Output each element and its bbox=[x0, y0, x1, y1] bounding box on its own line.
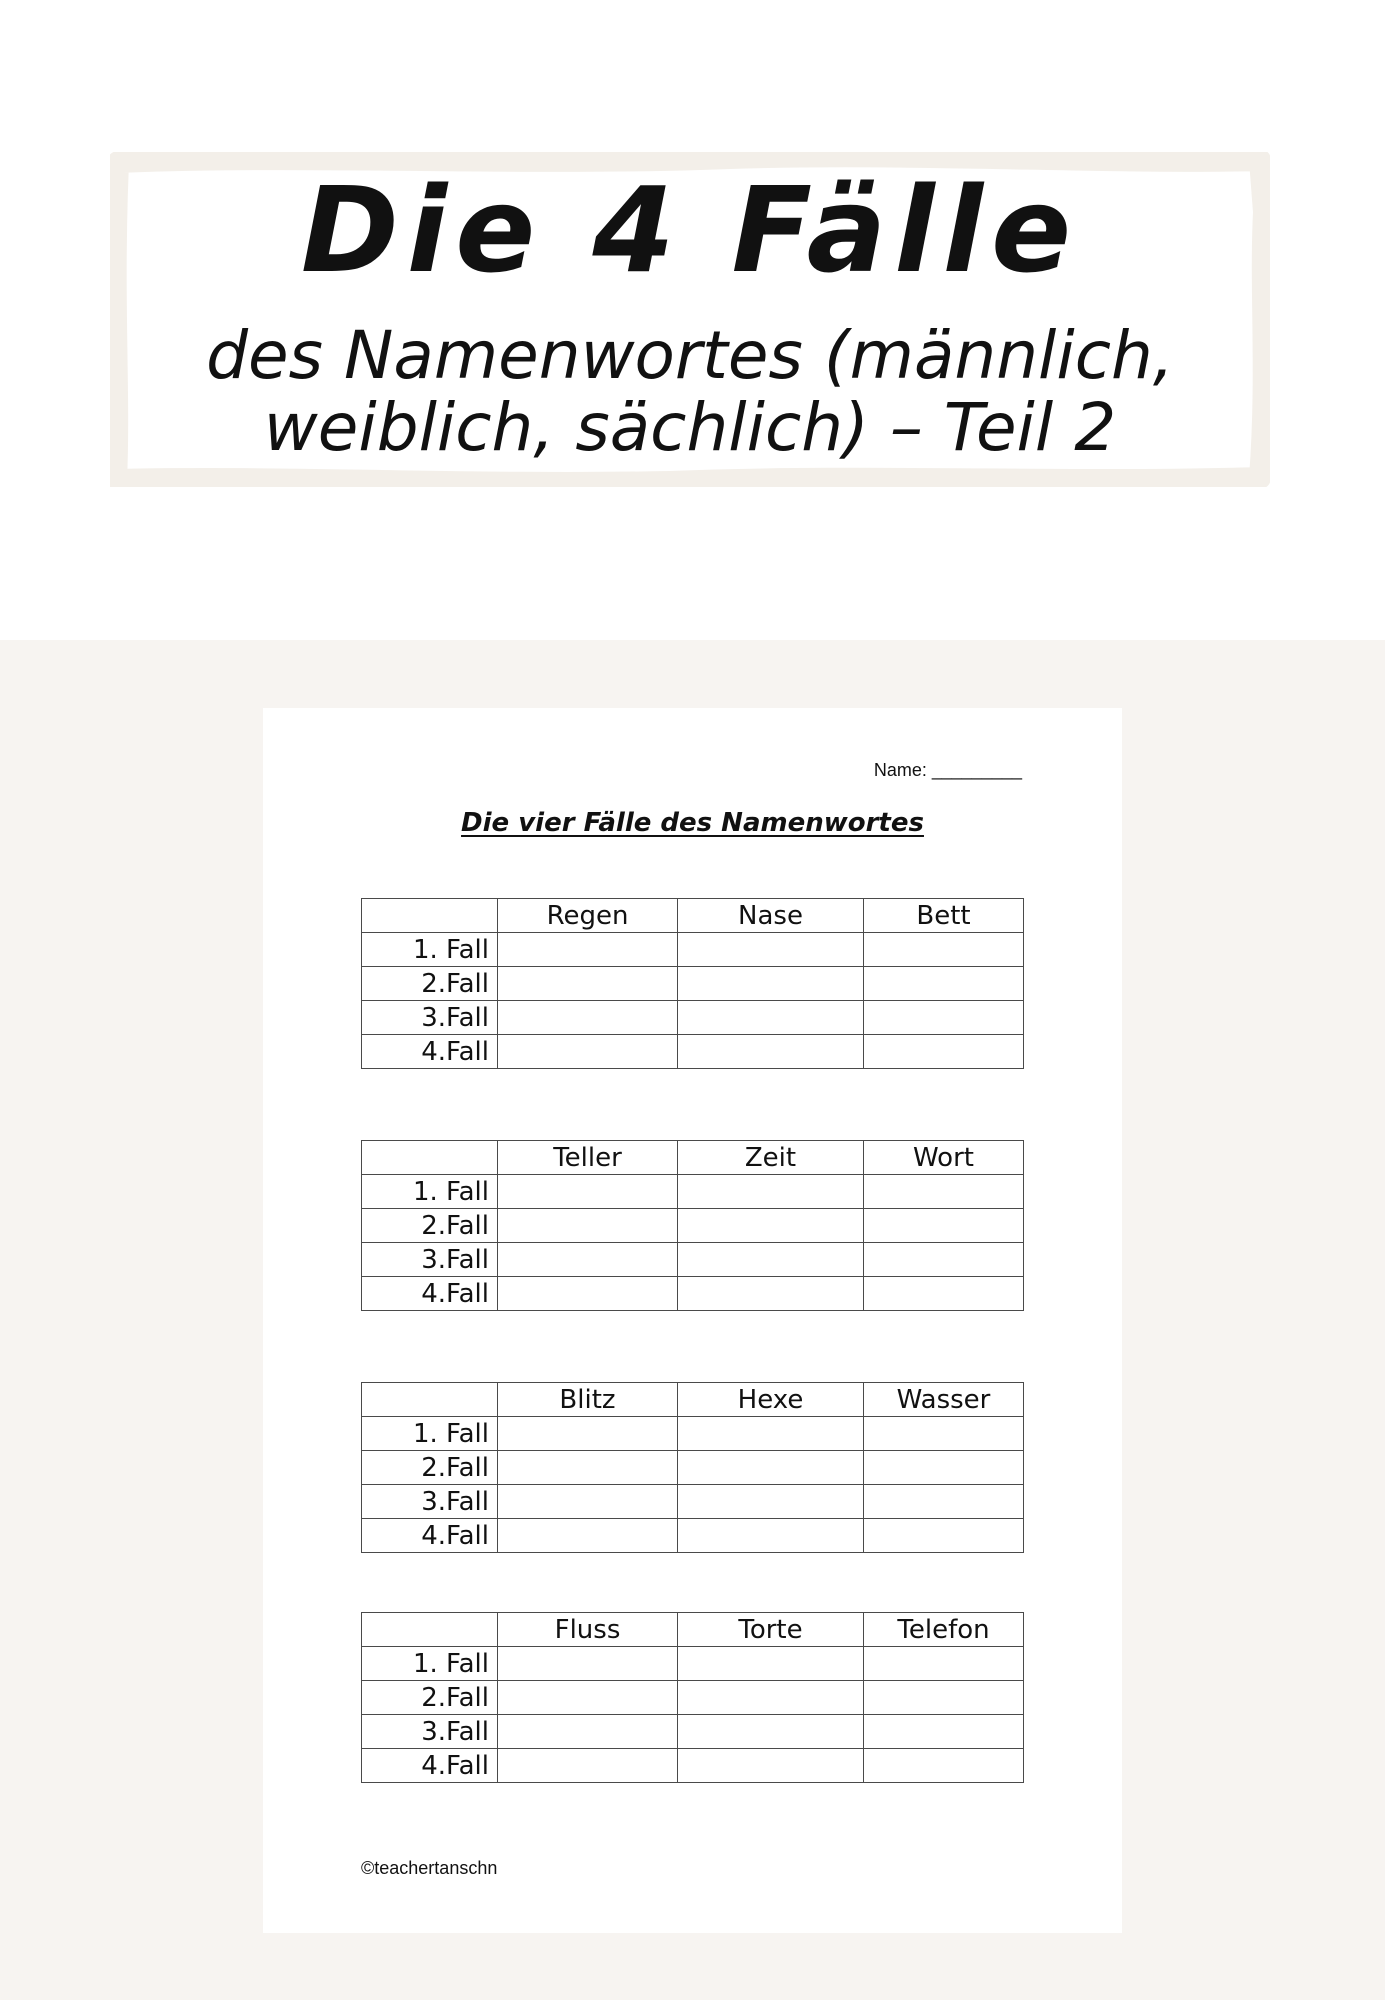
case-label: 3.Fall bbox=[362, 1485, 498, 1519]
case-label: 1. Fall bbox=[362, 1175, 498, 1209]
answer-cell[interactable] bbox=[678, 933, 864, 967]
answer-cell[interactable] bbox=[864, 1485, 1024, 1519]
table-row bbox=[362, 1001, 1024, 1035]
table-row bbox=[362, 967, 1024, 1001]
answer-cell[interactable] bbox=[864, 1715, 1024, 1749]
answer-cell[interactable] bbox=[678, 1035, 864, 1069]
answer-cell[interactable] bbox=[864, 1277, 1024, 1311]
table-row bbox=[362, 1485, 1024, 1519]
answer-cell[interactable] bbox=[678, 1485, 864, 1519]
corner-cell bbox=[362, 1383, 498, 1417]
answer-cell[interactable] bbox=[498, 1451, 678, 1485]
copyright-notice: ©teachertanschn bbox=[361, 1858, 498, 1878]
answer-cell[interactable] bbox=[498, 1277, 678, 1311]
table-header-row bbox=[362, 1613, 1024, 1647]
worksheet bbox=[263, 708, 1122, 1933]
answer-cell[interactable] bbox=[864, 1001, 1024, 1035]
answer-cell[interactable] bbox=[678, 1519, 864, 1553]
answer-cell[interactable] bbox=[864, 1451, 1024, 1485]
corner-cell bbox=[362, 899, 498, 933]
noun-header: Nase bbox=[678, 899, 864, 933]
answer-cell[interactable] bbox=[498, 1001, 678, 1035]
table-header-row bbox=[362, 899, 1024, 933]
corner-cell bbox=[362, 1613, 498, 1647]
case-label: 4.Fall bbox=[362, 1749, 498, 1783]
case-label: 1. Fall bbox=[362, 933, 498, 967]
case-table-3 bbox=[361, 1382, 1024, 1553]
answer-cell[interactable] bbox=[498, 1749, 678, 1783]
case-label: 1. Fall bbox=[362, 1647, 498, 1681]
noun-header: Regen bbox=[498, 899, 678, 933]
answer-cell[interactable] bbox=[864, 1519, 1024, 1553]
worksheet-title: Die vier Fälle des Namenwortes bbox=[461, 808, 924, 838]
noun-header: Torte bbox=[678, 1613, 864, 1647]
answer-cell[interactable] bbox=[678, 1647, 864, 1681]
table-header-row bbox=[362, 1383, 1024, 1417]
answer-cell[interactable] bbox=[678, 1451, 864, 1485]
noun-header: Teller bbox=[498, 1141, 678, 1175]
answer-cell[interactable] bbox=[678, 1001, 864, 1035]
case-table-2 bbox=[361, 1140, 1024, 1311]
noun-header: Wasser bbox=[864, 1383, 1024, 1417]
page-title: Die 4 Fälle bbox=[300, 161, 1080, 299]
table-row bbox=[362, 1681, 1024, 1715]
subtitle-line-2: weiblich, sächlich) – Teil 2 bbox=[263, 389, 1117, 466]
noun-header: Fluss bbox=[498, 1613, 678, 1647]
answer-cell[interactable] bbox=[498, 1681, 678, 1715]
corner-cell bbox=[362, 1141, 498, 1175]
answer-cell[interactable] bbox=[864, 1417, 1024, 1451]
answer-cell[interactable] bbox=[864, 1243, 1024, 1277]
case-table-1 bbox=[361, 898, 1024, 1069]
answer-cell[interactable] bbox=[678, 1243, 864, 1277]
table-row bbox=[362, 1209, 1024, 1243]
noun-header: Telefon bbox=[864, 1613, 1024, 1647]
table-row bbox=[362, 1035, 1024, 1069]
answer-cell[interactable] bbox=[498, 1647, 678, 1681]
case-label: 2.Fall bbox=[362, 1209, 498, 1243]
answer-cell[interactable] bbox=[864, 1749, 1024, 1783]
answer-cell[interactable] bbox=[678, 1715, 864, 1749]
answer-cell[interactable] bbox=[864, 1035, 1024, 1069]
cover-header bbox=[0, 0, 1385, 640]
noun-header: Blitz bbox=[498, 1383, 678, 1417]
answer-cell[interactable] bbox=[678, 1277, 864, 1311]
answer-cell[interactable] bbox=[678, 1681, 864, 1715]
table-row bbox=[362, 933, 1024, 967]
table-row bbox=[362, 1749, 1024, 1783]
case-label: 3.Fall bbox=[362, 1243, 498, 1277]
answer-cell[interactable] bbox=[678, 1175, 864, 1209]
answer-cell[interactable] bbox=[498, 1035, 678, 1069]
table-row bbox=[362, 1715, 1024, 1749]
case-label: 3.Fall bbox=[362, 1001, 498, 1035]
answer-cell[interactable] bbox=[498, 1175, 678, 1209]
answer-cell[interactable] bbox=[864, 933, 1024, 967]
answer-cell[interactable] bbox=[498, 967, 678, 1001]
case-label: 2.Fall bbox=[362, 1681, 498, 1715]
answer-cell[interactable] bbox=[498, 933, 678, 967]
answer-cell[interactable] bbox=[678, 1749, 864, 1783]
case-label: 4.Fall bbox=[362, 1519, 498, 1553]
noun-header: Wort bbox=[864, 1141, 1024, 1175]
answer-cell[interactable] bbox=[678, 1209, 864, 1243]
answer-cell[interactable] bbox=[498, 1715, 678, 1749]
table-row bbox=[362, 1175, 1024, 1209]
answer-cell[interactable] bbox=[498, 1519, 678, 1553]
answer-cell[interactable] bbox=[864, 1175, 1024, 1209]
case-label: 1. Fall bbox=[362, 1417, 498, 1451]
page-subtitle bbox=[110, 317, 1270, 466]
answer-cell[interactable] bbox=[864, 1647, 1024, 1681]
table-row bbox=[362, 1277, 1024, 1311]
answer-cell[interactable] bbox=[864, 1209, 1024, 1243]
noun-header: Hexe bbox=[678, 1383, 864, 1417]
case-label: 2.Fall bbox=[362, 1451, 498, 1485]
answer-cell[interactable] bbox=[498, 1485, 678, 1519]
answer-cell[interactable] bbox=[864, 967, 1024, 1001]
table-row bbox=[362, 1451, 1024, 1485]
answer-cell[interactable] bbox=[498, 1209, 678, 1243]
table-header-row bbox=[362, 1141, 1024, 1175]
answer-cell[interactable] bbox=[864, 1681, 1024, 1715]
case-table-4 bbox=[361, 1612, 1024, 1783]
case-label: 4.Fall bbox=[362, 1035, 498, 1069]
answer-cell[interactable] bbox=[678, 967, 864, 1001]
answer-cell[interactable] bbox=[678, 1417, 864, 1451]
case-label: 2.Fall bbox=[362, 967, 498, 1001]
subtitle-line-1: des Namenwortes (männlich, bbox=[206, 317, 1174, 394]
table-row bbox=[362, 1417, 1024, 1451]
noun-header: Bett bbox=[864, 899, 1024, 933]
case-label: 3.Fall bbox=[362, 1715, 498, 1749]
answer-cell[interactable] bbox=[498, 1243, 678, 1277]
table-row bbox=[362, 1519, 1024, 1553]
answer-cell[interactable] bbox=[498, 1417, 678, 1451]
case-label: 4.Fall bbox=[362, 1277, 498, 1311]
table-row bbox=[362, 1243, 1024, 1277]
name-field: Name: _________ bbox=[873, 760, 1022, 780]
noun-header: Zeit bbox=[678, 1141, 864, 1175]
table-row bbox=[362, 1647, 1024, 1681]
